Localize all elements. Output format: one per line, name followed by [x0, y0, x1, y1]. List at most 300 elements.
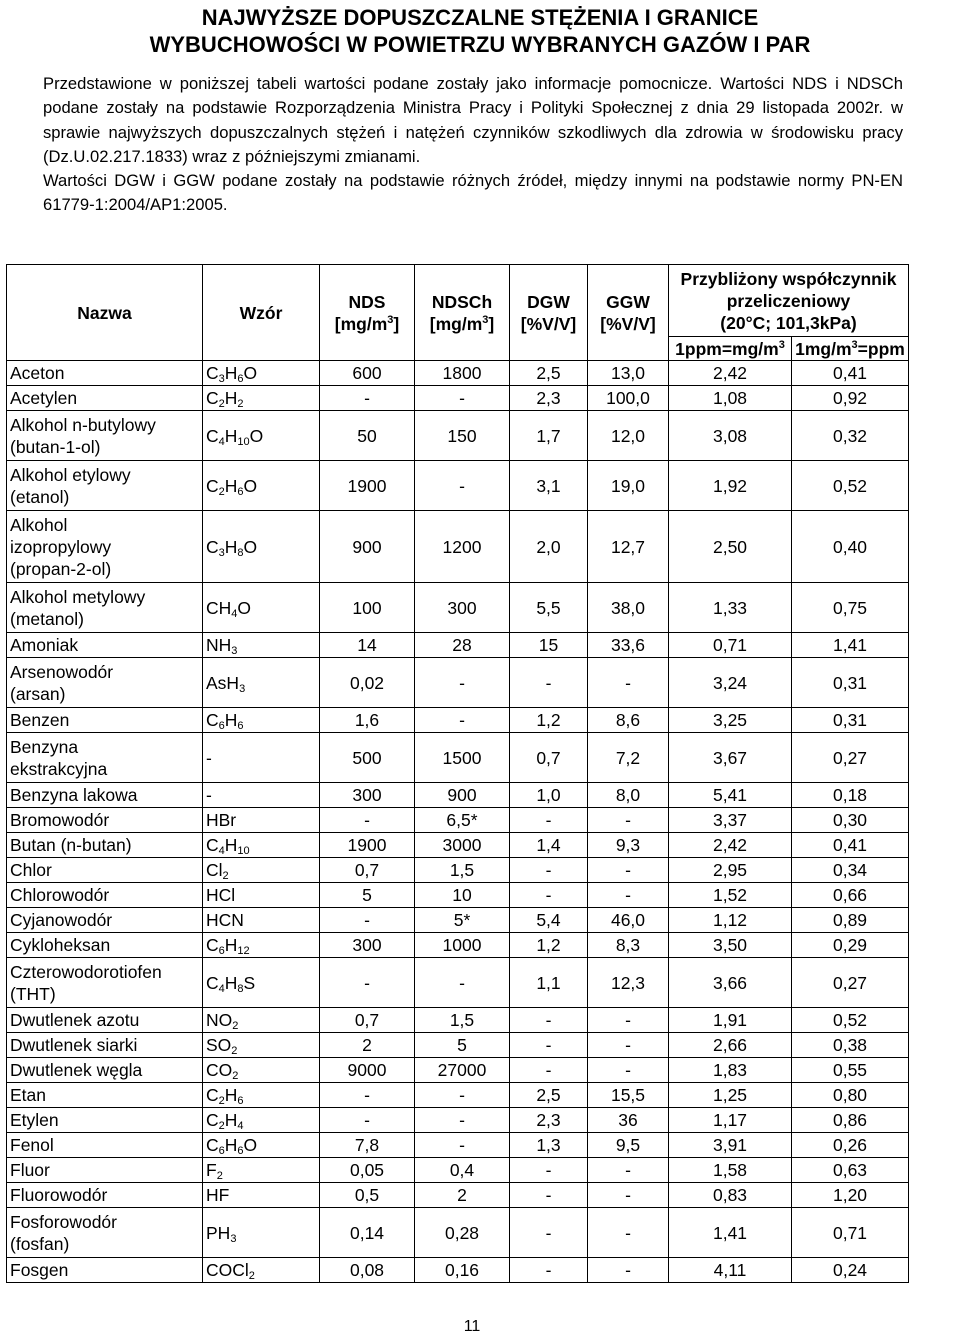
formula-part: HCl	[206, 885, 236, 905]
formula-part: O	[243, 1135, 258, 1155]
formula-part: H	[224, 536, 238, 557]
formula-part: 2	[248, 1270, 255, 1282]
cell-mg-ppm: 0,92	[792, 386, 909, 411]
cell-ppm-mg: 1,91	[669, 1008, 792, 1033]
header-ggw-unit: [%V/V]	[600, 313, 656, 334]
name-line: Alkohol	[10, 514, 68, 535]
cell-formula	[203, 1158, 320, 1183]
cell-ppm-mg: 1,92	[669, 461, 792, 511]
cell-dgw: 1,2	[510, 708, 588, 733]
cell-mg-ppm: 0,71	[792, 1208, 909, 1258]
formula-part: 6	[218, 945, 225, 957]
cell-ndsch: 1000	[415, 933, 510, 958]
formula-part: 2	[231, 1045, 238, 1057]
cell-mg-ppm: 0,66	[792, 883, 909, 908]
cell-ggw: -	[588, 808, 669, 833]
name-line: Cykloheksan	[10, 935, 111, 955]
name-line: (propan-2-ol)	[10, 558, 112, 579]
header-dgw-unit: [%V/V]	[520, 313, 577, 334]
name-line: Czterowodorotiofen	[10, 961, 162, 982]
cell-mg-ppm: 0,89	[792, 908, 909, 933]
cell-ndsch: 0,16	[415, 1258, 510, 1283]
formula-part: CH	[206, 597, 232, 618]
cell-ggw: -	[588, 883, 669, 908]
formula-part: H	[224, 835, 238, 855]
cell-nds: 9000	[320, 1058, 415, 1083]
cell-formula	[203, 1108, 320, 1133]
formula-part: 6	[237, 1145, 244, 1157]
cell-ggw: -	[588, 658, 669, 708]
cell-dgw: 2,3	[510, 386, 588, 411]
cell-name	[7, 708, 203, 733]
cell-ggw: -	[588, 1008, 669, 1033]
formula-part: COCl	[206, 1260, 249, 1280]
cell-nds: 900	[320, 511, 415, 583]
cell-formula	[203, 386, 320, 411]
cell-dgw: 2,5	[510, 361, 588, 386]
cell-ggw: 8,0	[588, 783, 669, 808]
formula-part: H	[224, 363, 238, 383]
cell-ppm-mg: 1,25	[669, 1083, 792, 1108]
cell-mg-ppm: 0,86	[792, 1108, 909, 1133]
cell-name	[7, 1258, 203, 1283]
cell-formula	[203, 708, 320, 733]
cell-ndsch: 5	[415, 1033, 510, 1058]
cell-ppm-mg: 3,50	[669, 933, 792, 958]
cell-dgw: 1,1	[510, 958, 588, 1008]
cell-name	[7, 733, 203, 783]
cell-mg-ppm: 0,63	[792, 1158, 909, 1183]
cell-ndsch: 0,28	[415, 1208, 510, 1258]
cell-formula	[203, 883, 320, 908]
cell-ndsch: 900	[415, 783, 510, 808]
cell-nds: 0,14	[320, 1208, 415, 1258]
formula-part: 2	[218, 1120, 225, 1132]
cell-ggw: -	[588, 1058, 669, 1083]
formula-part: 3	[218, 546, 225, 559]
cell-mg-ppm: 0,26	[792, 1133, 909, 1158]
cell-ggw: 38,0	[588, 583, 669, 633]
formula-part: NH	[206, 635, 232, 655]
formula-part: -	[206, 747, 212, 768]
formula-part: 4	[218, 845, 225, 857]
formula-part: 12	[237, 945, 250, 957]
formula-part: 2	[218, 485, 225, 498]
cell-ppm-mg: 3,25	[669, 708, 792, 733]
cell-formula	[203, 1183, 320, 1208]
cell-nds: 300	[320, 933, 415, 958]
cell-name	[7, 1208, 203, 1258]
formula-part: AsH	[206, 672, 240, 693]
name-line: (arsan)	[10, 683, 66, 704]
formula-part: O	[243, 475, 258, 496]
formula-part: 4	[231, 607, 238, 620]
cell-mg-ppm: 0,29	[792, 933, 909, 958]
table-row	[7, 958, 909, 1008]
cell-name	[7, 511, 203, 583]
cell-dgw: 2,3	[510, 1108, 588, 1133]
cell-dgw: -	[510, 1158, 588, 1183]
formula-part: H	[224, 972, 238, 993]
cell-dgw: 1,0	[510, 783, 588, 808]
formula-part: NO	[206, 1010, 233, 1030]
cell-dgw: -	[510, 808, 588, 833]
formula-part: 6	[237, 1095, 244, 1107]
header-dgw-label: DGW	[527, 291, 570, 312]
formula-part: C	[206, 388, 219, 408]
cell-formula	[203, 958, 320, 1008]
formula-part: 2	[218, 1095, 225, 1107]
cell-ndsch: 1800	[415, 361, 510, 386]
table-row	[7, 883, 909, 908]
cell-formula	[203, 1133, 320, 1158]
cell-nds: -	[320, 1083, 415, 1108]
cell-formula	[203, 411, 320, 461]
name-line: Fluor	[10, 1160, 50, 1180]
cell-nds: -	[320, 1108, 415, 1133]
header-mg-to-ppm: $1mg/m^3=ppm$	[792, 337, 909, 361]
formula-part: 3	[230, 1232, 237, 1245]
cell-ndsch: 1,5	[415, 858, 510, 883]
cell-formula	[203, 858, 320, 883]
cell-name	[7, 883, 203, 908]
table-row	[7, 583, 909, 633]
name-line: Fosforowodór	[10, 1211, 117, 1232]
cell-nds: 1900	[320, 461, 415, 511]
table-row	[7, 733, 909, 783]
header-ndsch-unit: $[mg/m^3]$	[429, 313, 495, 334]
name-line: Cyjanowodór	[10, 910, 113, 930]
name-line: Dwutlenek azotu	[10, 1010, 140, 1030]
formula-part: 6	[218, 720, 225, 732]
cell-dgw: -	[510, 858, 588, 883]
cell-name	[7, 386, 203, 411]
formula-part: H	[224, 1135, 238, 1155]
cell-ggw: 9,5	[588, 1133, 669, 1158]
cell-mg-ppm: 0,31	[792, 658, 909, 708]
formula-part: S	[243, 972, 256, 993]
cell-ggw: -	[588, 858, 669, 883]
table-row	[7, 461, 909, 511]
table-row	[7, 1108, 909, 1133]
header-conversion-title: Przybliżony współczynnik przeliczeniowy	[680, 268, 897, 311]
cell-ndsch: 0,4	[415, 1158, 510, 1183]
table-row	[7, 1208, 909, 1258]
table-row	[7, 633, 909, 658]
cell-nds: 300	[320, 783, 415, 808]
cell-formula	[203, 461, 320, 511]
name-line: Benzyna	[10, 736, 79, 757]
name-line: Amoniak	[10, 635, 79, 655]
name-line: Benzyna lakowa	[10, 785, 138, 805]
cell-mg-ppm: 0,40	[792, 511, 909, 583]
cell-mg-ppm: 0,24	[792, 1258, 909, 1283]
page-number: 11	[463, 1318, 481, 1335]
formula-part: 2	[237, 398, 244, 410]
cell-mg-ppm: 0,27	[792, 733, 909, 783]
cell-ndsch: 6,5*	[415, 808, 510, 833]
document-title	[0, 4, 960, 58]
formula-part: H	[224, 388, 238, 408]
table-row	[7, 1083, 909, 1108]
name-line: (metanol)	[10, 608, 84, 629]
cell-nds: 0,08	[320, 1258, 415, 1283]
cell-ppm-mg: 2,66	[669, 1033, 792, 1058]
table-row	[7, 511, 909, 583]
formula-part: O	[237, 597, 252, 618]
cell-ggw: 12,7	[588, 511, 669, 583]
intro-paragraph-2: Wartości DGW i GGW podane zostały na podstawie różnych źródeł, między innymi na podstawie normy PN-EN 61779-1:2004/AP1:2005.	[43, 171, 903, 215]
cell-ppm-mg: 2,42	[669, 833, 792, 858]
cell-nds: -	[320, 908, 415, 933]
formula-part: H	[224, 1085, 238, 1105]
cell-name	[7, 1158, 203, 1183]
name-line: Etylen	[10, 1110, 59, 1130]
header-nds-label: NDS	[348, 291, 386, 312]
cell-ggw: 33,6	[588, 633, 669, 658]
cell-ppm-mg: 3,66	[669, 958, 792, 1008]
cell-ndsch: -	[415, 1108, 510, 1133]
cell-ndsch: -	[415, 386, 510, 411]
formula-part: C	[206, 475, 219, 496]
intro-paragraph-1: Przedstawione w poniższej tabeli wartości podane zostały jako informacje pomocnicze. Wartości NDS i NDSCh podane zostały na podstawie Rozporządzenia Ministra Pracy i Polityki Społecznej z dnia 29 listopada 2002r. w sprawie najwyższych dopuszczalnych stężeń i natężeń czynników szkodliwych dla zdrowia w środowisku pracy (Dz.U.02.217.1833) wraz z późniejszymi zmianami.	[43, 74, 903, 166]
formula-part: H	[224, 1110, 238, 1130]
cell-nds: -	[320, 808, 415, 833]
cell-ndsch: -	[415, 1083, 510, 1108]
table-row	[7, 658, 909, 708]
cell-nds: 500	[320, 733, 415, 783]
cell-ppm-mg: 1,41	[669, 1208, 792, 1258]
formula-part: -	[206, 785, 212, 805]
formula-part: 3	[239, 682, 246, 695]
cell-ggw: 8,6	[588, 708, 669, 733]
name-line: Butan (n-butan)	[10, 835, 132, 855]
name-line: Fosgen	[10, 1260, 69, 1280]
cell-ggw: -	[588, 1208, 669, 1258]
name-line: Aceton	[10, 363, 65, 383]
name-line: Alkohol etylowy	[10, 464, 131, 485]
cell-ggw: 100,0	[588, 386, 669, 411]
cell-ppm-mg: 3,24	[669, 658, 792, 708]
name-line: Fenol	[10, 1135, 54, 1155]
formula-part: 2	[232, 1070, 239, 1082]
table-row	[7, 858, 909, 883]
cell-dgw: -	[510, 658, 588, 708]
cell-name	[7, 583, 203, 633]
formula-part: 6	[237, 485, 244, 498]
cell-dgw: 2,0	[510, 511, 588, 583]
cell-mg-ppm: 0,55	[792, 1058, 909, 1083]
cell-ndsch: 1500	[415, 733, 510, 783]
cell-name	[7, 1008, 203, 1033]
cell-ggw: -	[588, 1158, 669, 1183]
cell-dgw: 5,5	[510, 583, 588, 633]
cell-dgw: -	[510, 1208, 588, 1258]
cell-nds: -	[320, 958, 415, 1008]
cell-ndsch: -	[415, 958, 510, 1008]
cell-ppm-mg: 1,12	[669, 908, 792, 933]
cell-nds: 1900	[320, 833, 415, 858]
cell-dgw: -	[510, 1183, 588, 1208]
name-line: Alkohol metylowy	[10, 586, 146, 607]
cell-ppm-mg: 0,71	[669, 633, 792, 658]
cell-ggw: 15,5	[588, 1083, 669, 1108]
cell-ggw: 7,2	[588, 733, 669, 783]
cell-ndsch: 300	[415, 583, 510, 633]
cell-mg-ppm: 0,52	[792, 1008, 909, 1033]
cell-mg-ppm: 0,30	[792, 808, 909, 833]
cell-dgw: 1,4	[510, 833, 588, 858]
cell-name	[7, 808, 203, 833]
cell-name	[7, 933, 203, 958]
formula-part: 8	[237, 546, 244, 559]
header-dgw	[510, 265, 588, 361]
cell-ggw: 13,0	[588, 361, 669, 386]
header-nazwa: Nazwa	[7, 265, 203, 361]
name-line: Chlorowodór	[10, 885, 110, 905]
header-ndsch-label: NDSCh	[431, 291, 493, 312]
cell-formula	[203, 1258, 320, 1283]
name-line: ekstrakcyjna	[10, 758, 108, 779]
cell-name	[7, 1108, 203, 1133]
formula-part: SO	[206, 1035, 232, 1055]
cell-ggw: 12,0	[588, 411, 669, 461]
cell-formula	[203, 1208, 320, 1258]
formula-part: C	[206, 363, 219, 383]
cell-nds: 50	[320, 411, 415, 461]
formula-part: F	[206, 1160, 217, 1180]
formula-part: C	[206, 935, 219, 955]
cell-formula	[203, 833, 320, 858]
formula-part: O	[243, 363, 258, 383]
formula-part: C	[206, 835, 219, 855]
cell-nds: 14	[320, 633, 415, 658]
cell-formula	[203, 733, 320, 783]
cell-nds: 600	[320, 361, 415, 386]
cell-formula	[203, 908, 320, 933]
cell-ndsch: 10	[415, 883, 510, 908]
name-line: Etan	[10, 1085, 46, 1105]
table-row	[7, 1033, 909, 1058]
table-row	[7, 1058, 909, 1083]
cell-ppm-mg: 3,67	[669, 733, 792, 783]
cell-ppm-mg: 1,52	[669, 883, 792, 908]
cell-mg-ppm: 0,38	[792, 1033, 909, 1058]
name-line: Bromowodór	[10, 810, 110, 830]
cell-ggw: -	[588, 1033, 669, 1058]
formula-part: 6	[218, 1145, 225, 1157]
formula-part: 8	[237, 982, 244, 995]
formula-part: 2	[218, 398, 225, 410]
cell-mg-ppm: 0,31	[792, 708, 909, 733]
name-line: Arsenowodór	[10, 661, 114, 682]
cell-formula	[203, 1083, 320, 1108]
header-wzor: Wzór	[203, 265, 320, 361]
formula-part: H	[224, 425, 238, 446]
cell-name	[7, 858, 203, 883]
name-line: (fosfan)	[10, 1233, 70, 1254]
cell-mg-ppm: 0,27	[792, 958, 909, 1008]
cell-dgw: 1,7	[510, 411, 588, 461]
cell-nds: 0,05	[320, 1158, 415, 1183]
intro-text	[43, 72, 903, 218]
cell-dgw: -	[510, 883, 588, 908]
cell-ggw: -	[588, 1258, 669, 1283]
formula-part: C	[206, 972, 219, 993]
formula-part: 2	[222, 870, 229, 882]
cell-formula	[203, 583, 320, 633]
cell-nds: 100	[320, 583, 415, 633]
cell-nds: 0,7	[320, 858, 415, 883]
name-line: izopropylowy	[10, 536, 112, 557]
table-row	[7, 386, 909, 411]
cell-formula	[203, 808, 320, 833]
table-row	[7, 908, 909, 933]
gas-limits-table	[6, 264, 909, 1283]
cell-ppm-mg: 1,58	[669, 1158, 792, 1183]
cell-name	[7, 361, 203, 386]
formula-part: C	[206, 1110, 219, 1130]
cell-name	[7, 1033, 203, 1058]
name-line: Benzen	[10, 710, 70, 730]
cell-mg-ppm: 0,34	[792, 858, 909, 883]
table-row	[7, 1183, 909, 1208]
table-row	[7, 783, 909, 808]
cell-ndsch: -	[415, 461, 510, 511]
formula-part: 6	[237, 720, 244, 732]
cell-nds: 1,6	[320, 708, 415, 733]
cell-formula	[203, 658, 320, 708]
cell-mg-ppm: 0,32	[792, 411, 909, 461]
cell-ndsch: 1200	[415, 511, 510, 583]
cell-nds: -	[320, 386, 415, 411]
formula-part: 3	[231, 645, 238, 657]
formula-part: H	[224, 475, 238, 496]
cell-mg-ppm: 0,75	[792, 583, 909, 633]
cell-name	[7, 658, 203, 708]
cell-ppm-mg: 1,83	[669, 1058, 792, 1083]
cell-ppm-mg: 0,83	[669, 1183, 792, 1208]
cell-name	[7, 633, 203, 658]
cell-formula	[203, 511, 320, 583]
formula-part: C	[206, 1085, 219, 1105]
cell-name	[7, 1058, 203, 1083]
formula-part: C	[206, 1135, 219, 1155]
cell-ndsch: -	[415, 1133, 510, 1158]
cell-nds: 7,8	[320, 1133, 415, 1158]
cell-name	[7, 908, 203, 933]
cell-ppm-mg: 3,37	[669, 808, 792, 833]
formula-part: 10	[237, 845, 250, 857]
cell-ppm-mg: 2,42	[669, 361, 792, 386]
cell-formula	[203, 1033, 320, 1058]
header-ggw-label: GGW	[606, 291, 650, 312]
cell-dgw: 1,3	[510, 1133, 588, 1158]
cell-formula	[203, 1008, 320, 1033]
cell-ppm-mg: 4,11	[669, 1258, 792, 1283]
name-line: Fluorowodór	[10, 1185, 108, 1205]
cell-formula	[203, 933, 320, 958]
cell-name	[7, 1133, 203, 1158]
cell-nds: 0,7	[320, 1008, 415, 1033]
cell-ppm-mg: 3,08	[669, 411, 792, 461]
table-row	[7, 833, 909, 858]
cell-name	[7, 461, 203, 511]
cell-name	[7, 1083, 203, 1108]
name-line: (butan-1-ol)	[10, 436, 101, 457]
header-conversion-conditions: (20°C; 101,3kPa)	[720, 312, 857, 333]
cell-nds: 0,5	[320, 1183, 415, 1208]
